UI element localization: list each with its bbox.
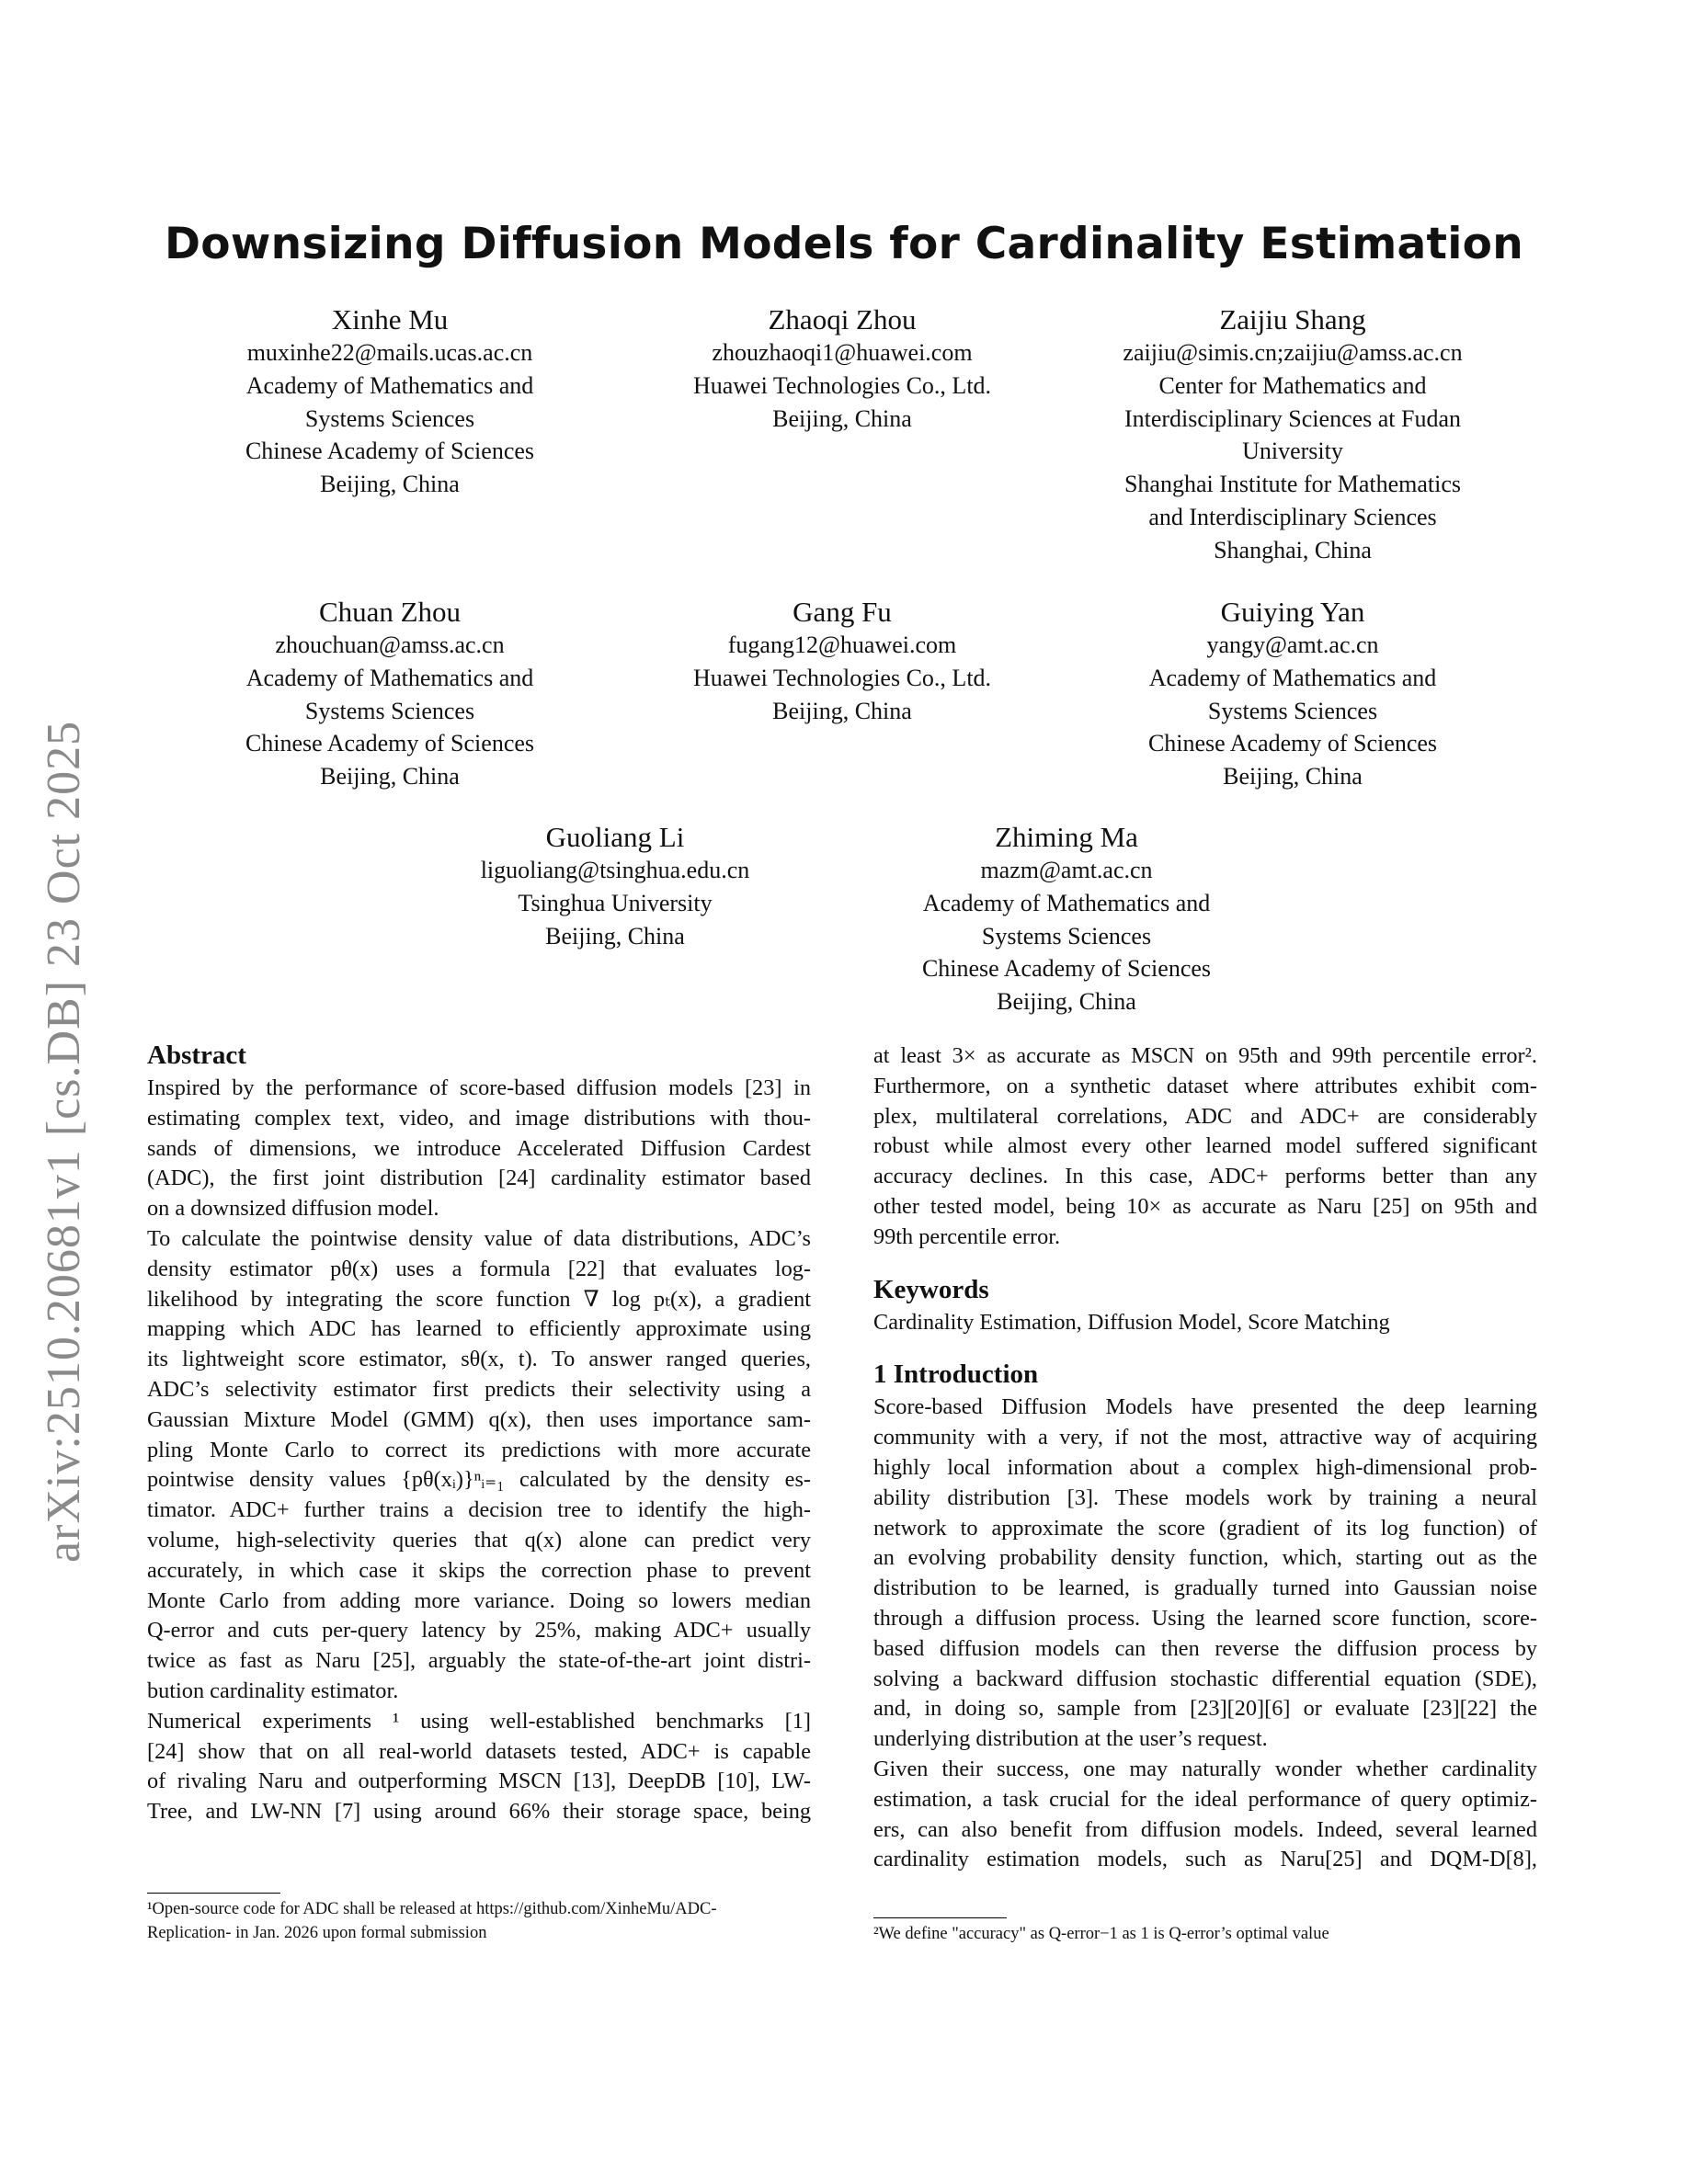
author-block [1054,301,1532,567]
keywords-text: Cardinality Estimation, Diffusion Model, Score Matching [873,1309,1390,1335]
text-line: based diffusion models can then reverse the diffusion process by [873,1635,1537,1661]
author-affiliation: Beijing, China [320,763,460,791]
text-line: Inspired by the performance of score-based diffusion models [23] in [147,1075,811,1100]
text-line: on a downsized diffusion model. [147,1196,439,1222]
author-affiliation: Tsinghua University [518,889,713,916]
text-line: its lightweight score estimator, sθ(x, t). To answer ranged queries, [147,1347,811,1372]
author-affiliation: Systems Sciences [304,697,475,724]
author-affiliation: Chinese Academy of Sciences [921,955,1212,983]
text-line: distribution to be learned, is gradually turned into Gaussian noise [873,1575,1537,1601]
author-block [151,594,629,793]
author-email: zhouchuan@amss.ac.cn [275,631,505,658]
left-column [147,1037,811,1827]
text-line: volume, high-selectivity queries that q(x) alone can predict very [147,1527,811,1553]
text-line: network to approximate the score (gradient of its log function) of [873,1515,1537,1541]
author-affiliation: Academy of Mathematics and [245,664,534,691]
author-email: muxinhe22@mails.ucas.ac.cn [246,339,533,366]
text-line: an evolving probability density function, which, starting out as the [873,1545,1537,1571]
author-email: fugang12@huawei.com [727,631,957,658]
author-affiliation: Systems Sciences [304,404,475,432]
text-line: solving a backward diffusion stochastic differential equation (SDE), [873,1666,1537,1691]
author-email: zhouzhaoqi1@huawei.com [712,339,973,366]
text-line: twice as fast as Naru [25], arguably the state-of-the-art joint distri- [147,1648,811,1674]
author-name: Zhiming Ma [995,821,1138,853]
abstract-continued [873,1041,1537,1253]
text-line: other tested model, being 10× as accurate as Naru [25] on 95th and [873,1193,1537,1219]
text-line: plex, multilateral correlations, ADC and ADC+ are considerably [873,1103,1537,1129]
text-line: [24] show that on all real-world datasets tested, ADC+ is capable [147,1738,811,1764]
text-line: ADC’s selectivity estimator first predicts their selectivity using a [147,1376,811,1402]
author-email: liguoliang@tsinghua.edu.cn [480,857,750,883]
text-line: mapping which ADC has learned to efficiently approximate using [147,1316,811,1342]
text-line: pling Monte Carlo to correct its predictions with more accurate [147,1437,811,1462]
text-line: Score-based Diffusion Models have presented the deep learning [873,1394,1537,1420]
keywords-heading: Keywords [873,1274,989,1304]
text-line: at least 3× as accurate as MSCN on 95th and 99th percentile error². [873,1043,1537,1068]
text-line: bution cardinality estimator. [147,1678,399,1703]
author-affiliation: Beijing, China [997,988,1136,1016]
author-affiliation: Academy of Mathematics and [922,889,1211,916]
author-block [151,301,629,501]
author-affiliation: Systems Sciences [981,922,1152,950]
text-line: density estimator pθ(x) uses a formula [22] that evaluates log- [147,1256,811,1281]
text-line: accurately, in which case it skips the correction phase to prevent [147,1557,811,1583]
author-name: Zhaoqi Zhou [768,303,917,336]
text-line: of rivaling Naru and outperforming MSCN [13], DeepDB [10], LW- [147,1769,811,1794]
author-name: Xinhe Mu [331,303,449,336]
text-line: (ADC), the first joint distribution [24] cardinality estimator based [147,1166,811,1191]
author-block [376,819,854,952]
text-line: Given their success, one may naturally wonder whether cardinality [873,1756,1537,1781]
author-affiliation: University [1242,438,1343,465]
text-line: through a diffusion process. Using the learned score function, score- [873,1605,1537,1631]
abstract-heading: Abstract [147,1041,246,1070]
text-line: and, in doing so, sample from [23][20][6] or evaluate [23][22] the [873,1696,1537,1722]
author-block [603,301,1081,435]
footnote-right [873,1917,1537,1946]
author-email: mazm@amt.ac.cn [980,857,1153,883]
text-line: likelihood by integrating the score function ∇ log pₜ(x), a gradient [147,1286,811,1312]
abstract-body [147,1074,811,1827]
text-line: robust while almost every other learned model suffered significant [873,1133,1537,1159]
author-affiliation: Shanghai, China [1214,536,1372,563]
text-line: ability distribution [3]. These models work by training a neural [873,1484,1537,1510]
author-name: Chuan Zhou [318,596,462,628]
author-affiliation: Huawei Technologies Co., Ltd. [692,664,992,691]
text-line: cardinality estimation models, such as Naru[25] and DQM-D[8], [873,1847,1537,1872]
introduction-body [873,1393,1537,1875]
text-line: Furthermore, on a synthetic dataset where attributes exhibit com- [873,1073,1537,1098]
author-affiliation: Beijing, China [772,404,912,432]
author-affiliation: and Interdisciplinary Sciences [1148,503,1437,530]
text-line: timator. ADC+ further trains a decision tree to identify the high- [147,1497,811,1523]
text-line: Q-error and cuts per-query latency by 25%, making ADC+ usually [147,1618,811,1644]
author-affiliation: Academy of Mathematics and [245,371,534,399]
author-affiliation: Chinese Academy of Sciences [245,730,535,757]
author-email: zaijiu@simis.cn;zaijiu@amss.ac.cn [1123,339,1463,366]
author-name: Gang Fu [793,596,892,628]
footnote-rule [147,1893,280,1894]
text-line: estimating complex text, video, and image distributions with thou- [147,1105,811,1131]
footnote-text: ²We define "accuracy" as Q-error−1 as 1 is Q-error’s optimal value [873,1925,1329,1943]
text-line: ers, can also benefit from diffusion models. Indeed, several learned [873,1816,1537,1842]
author-affiliation: Beijing, China [772,697,912,724]
paper-title: Downsizing Diffusion Models for Cardinality Estimation [164,219,1524,269]
author-name: Zaijiu Shang [1219,303,1366,336]
author-affiliation: Center for Mathematics and [1158,371,1427,399]
author-block [603,594,1081,727]
text-line: Gaussian Mixture Model (GMM) q(x), then uses importance sam- [147,1406,811,1432]
author-affiliation: Chinese Academy of Sciences [1147,730,1438,757]
author-affiliation: Interdisciplinary Sciences at Fudan [1123,404,1462,432]
right-column [873,1041,1537,1875]
author-affiliation: Academy of Mathematics and [1148,664,1437,691]
text-line: Tree, and LW-NN [7] using around 66% their storage space, being [147,1799,811,1825]
author-affiliation: Chinese Academy of Sciences [245,438,535,465]
footnote-text: Replication- in Jan. 2026 upon formal submission [147,1924,487,1942]
author-name: Guoliang Li [545,821,685,853]
text-line: underlying distribution at the user’s request. [873,1726,1268,1752]
author-affiliation: Shanghai Institute for Mathematics [1123,471,1462,498]
author-block [1054,594,1532,793]
text-line: 99th percentile error. [873,1223,1061,1249]
footnote-left [147,1893,811,1945]
text-line: Monte Carlo from adding more variance. Doing so lowers median [147,1587,811,1613]
footnote-text: ¹Open-source code for ADC shall be released at https://github.com/XinheMu/ADC- [147,1900,717,1918]
author-affiliation: Systems Sciences [1207,697,1378,724]
text-line: Numerical experiments ¹ using well-established benchmarks [1] [147,1708,811,1734]
author-email: yangy@amt.ac.cn [1206,631,1379,658]
text-line: accuracy declines. In this case, ADC+ performs better than any [873,1164,1537,1189]
footnote-rule [873,1917,1007,1918]
author-affiliation: Beijing, China [545,922,685,950]
author-affiliation: Beijing, China [1223,763,1363,791]
text-line: To calculate the pointwise density value of data distributions, ADC’s [147,1225,811,1251]
text-line: sands of dimensions, we introduce Accelerated Diffusion Cardest [147,1135,811,1161]
arxiv-side-stamp: arXiv:2510.20681v1 [cs.DB] 23 Oct 2025 [38,720,90,1563]
author-name: Guiying Yan [1220,596,1365,628]
text-line: pointwise density values {pθ(xᵢ)}ⁿᵢ₌₁ calculated by the density es- [147,1467,811,1493]
text-line: estimation, a task crucial for the ideal performance of query optimiz- [873,1786,1537,1812]
text-line: highly local information about a complex high-dimensional prob- [873,1454,1537,1480]
author-block [827,819,1306,1018]
author-affiliation: Beijing, China [320,471,460,498]
author-affiliation: Huawei Technologies Co., Ltd. [692,371,992,399]
text-line: community with a very, if not the most, attractive way of acquiring [873,1425,1537,1450]
introduction-heading: 1 Introduction [873,1359,1039,1390]
